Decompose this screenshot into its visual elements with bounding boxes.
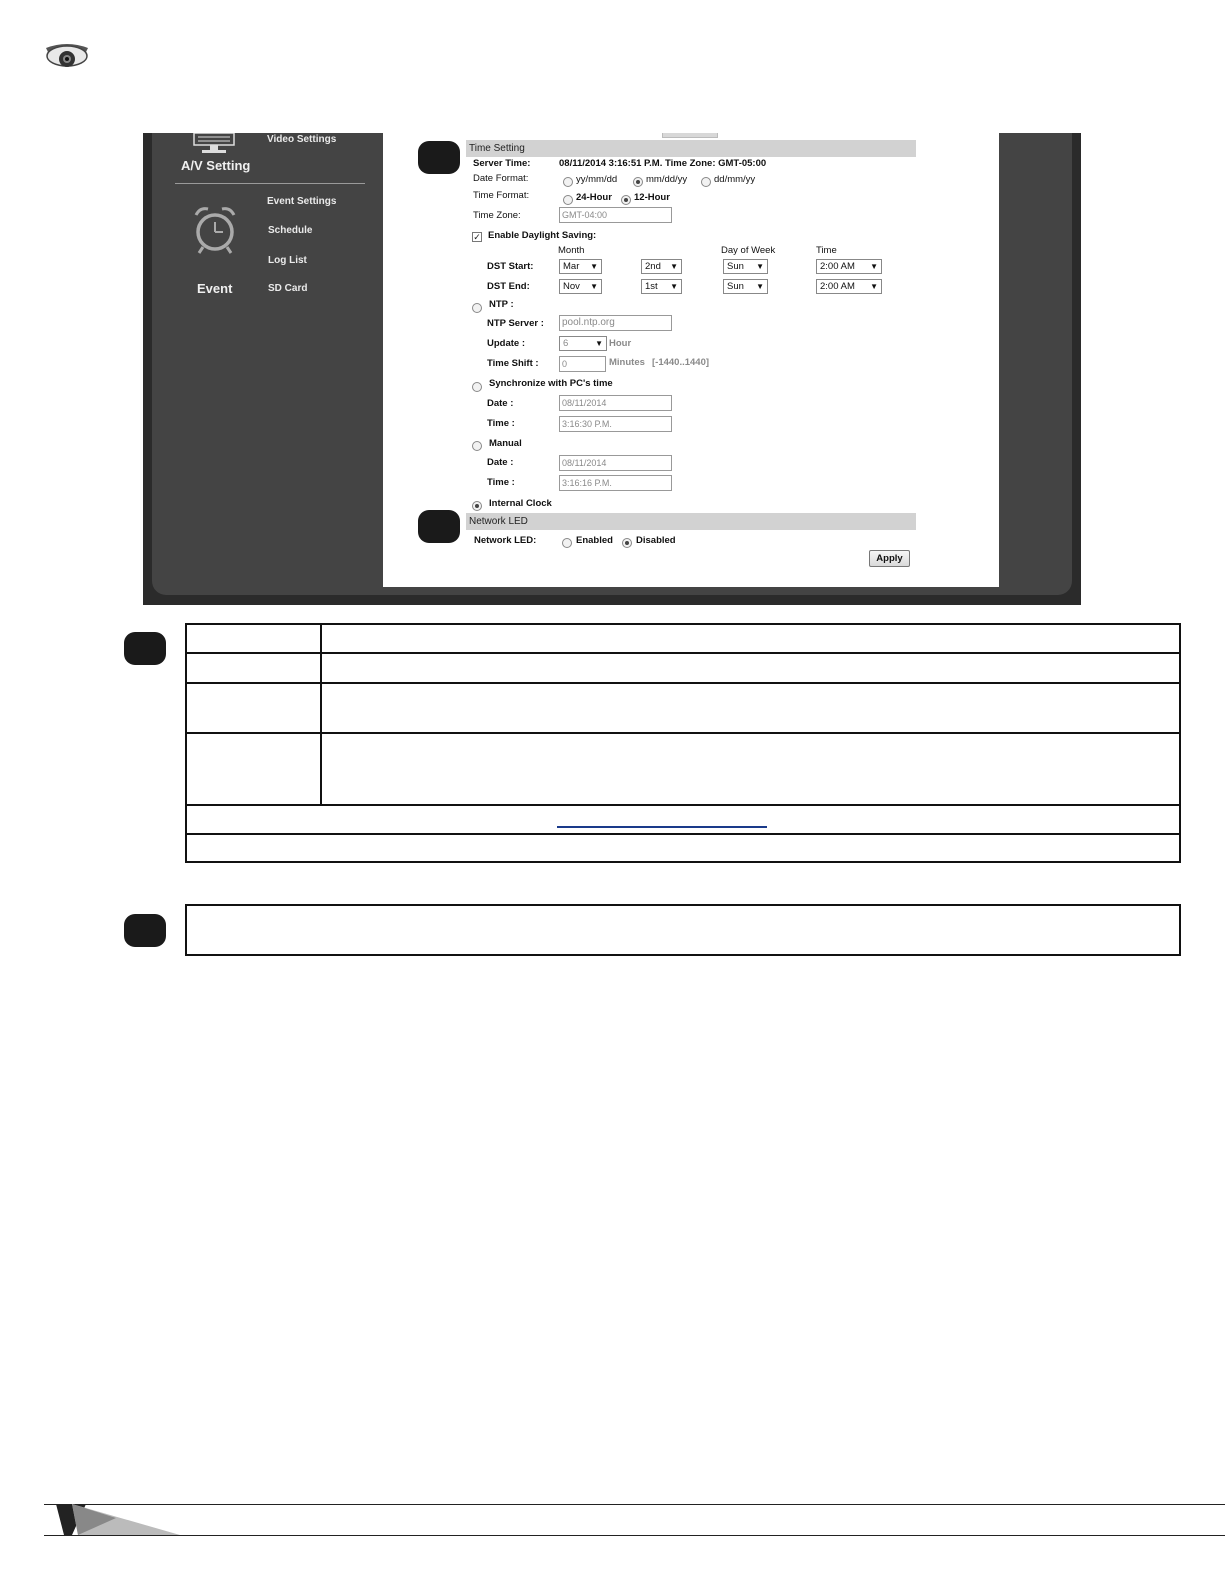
network-led-enabled-radio[interactable] <box>562 538 572 548</box>
network-led-header: Network LED <box>466 513 916 530</box>
ntp-radio[interactable] <box>472 303 482 313</box>
dst-month-header: Month <box>558 245 585 256</box>
time-zone-label: Time Zone: <box>473 210 521 221</box>
chevron-down-icon: ▼ <box>756 282 764 291</box>
internal-clock-radio[interactable] <box>472 501 482 511</box>
time-format-12h-label: 12-Hour <box>634 192 670 203</box>
sync-pc-label: Synchronize with PC's time <box>489 378 613 389</box>
dst-start-day-select[interactable] <box>723 259 768 274</box>
sidebar-item-video-settings[interactable]: Video Settings <box>267 134 337 145</box>
chevron-down-icon: ▼ <box>670 282 678 291</box>
network-led-disabled-label: Disabled <box>636 535 676 546</box>
table-column-divider <box>320 623 322 805</box>
callout-marker <box>124 632 166 665</box>
sync-pc-time-label: Time : <box>487 418 515 429</box>
network-led-label: Network LED: <box>474 535 537 546</box>
dst-start-time-select[interactable] <box>816 259 882 274</box>
ntp-update-value: 6 <box>563 338 569 349</box>
dst-end-day-value: Sun <box>727 281 744 292</box>
dst-start-label: DST Start: <box>487 261 534 272</box>
ntp-server-input[interactable]: pool.ntp.org <box>559 315 672 331</box>
server-time-label: Server Time: <box>473 158 531 169</box>
internal-clock-label: Internal Clock <box>489 498 552 509</box>
dst-end-month-select[interactable] <box>559 279 602 294</box>
dst-end-week-select[interactable] <box>641 279 682 294</box>
table-row-divider <box>185 652 1181 654</box>
camera-dome-icon <box>42 38 92 74</box>
dst-start-month-select[interactable] <box>559 259 602 274</box>
date-format-mmddyy-label: mm/dd/yy <box>646 174 688 185</box>
date-format-ddmmyy-radio[interactable] <box>701 177 711 187</box>
footer-logo-icon <box>56 1504 186 1536</box>
ntp-update-unit: Hour <box>609 338 632 349</box>
ntp-server-label: NTP Server : <box>487 318 544 329</box>
sync-pc-date-label: Date : <box>487 398 514 409</box>
time-zone-input[interactable]: GMT-04:00 <box>559 207 672 223</box>
time-shift-unit: Minutes <box>609 357 645 368</box>
chevron-down-icon: ▼ <box>756 262 764 271</box>
time-format-12h-radio[interactable] <box>621 195 631 205</box>
time-shift-range: [-1440..1440] <box>652 357 710 368</box>
scroll-handle[interactable] <box>662 133 718 138</box>
table-row-divider <box>185 804 1181 806</box>
dst-start-day-value: Sun <box>727 261 744 272</box>
callout-marker <box>418 141 460 174</box>
dst-end-time-select[interactable] <box>816 279 882 294</box>
time-format-label: Time Format: <box>473 190 530 201</box>
dst-end-day-select[interactable] <box>723 279 768 294</box>
dst-end-week-value: 1st <box>645 281 658 292</box>
callout-marker <box>418 510 460 543</box>
dst-time-header: Time <box>816 245 837 256</box>
dst-end-month-value: Nov <box>563 281 580 292</box>
dst-end-time-value: 2:00 AM <box>820 281 855 292</box>
time-setting-header: Time Setting <box>466 140 916 157</box>
callout-marker <box>124 914 166 947</box>
manual-time-label: Time : <box>487 477 515 488</box>
monitor-icon <box>192 133 238 155</box>
date-format-mmddyy-radio[interactable] <box>633 177 643 187</box>
dst-start-week-value: 2nd <box>645 261 661 272</box>
chevron-down-icon: ▼ <box>870 282 878 291</box>
dst-day-header: Day of Week <box>721 245 776 256</box>
manual-date-label: Date : <box>487 457 514 468</box>
dst-end-label: DST End: <box>487 281 530 292</box>
network-led-disabled-radio[interactable] <box>622 538 632 548</box>
note-box <box>185 904 1181 956</box>
date-format-yymmdd-radio[interactable] <box>563 177 573 187</box>
sidebar-group-event[interactable]: Event <box>197 281 233 296</box>
footer-rule <box>44 1535 1225 1536</box>
network-led-enabled-label: Enabled <box>576 535 613 546</box>
chevron-down-icon: ▼ <box>595 339 603 348</box>
sidebar-item-event-settings[interactable]: Event Settings <box>267 196 337 207</box>
date-format-yymmdd-label: yy/mm/dd <box>576 174 618 185</box>
chevron-down-icon: ▼ <box>870 262 878 271</box>
manual-date-input[interactable]: 08/11/2014 <box>559 455 672 471</box>
sidebar-divider <box>175 183 365 184</box>
sync-pc-radio[interactable] <box>472 382 482 392</box>
server-time-value: 08/11/2014 3:16:51 P.M. Time Zone: GMT-05:00 <box>559 158 767 169</box>
sync-pc-time-input[interactable]: 3:16:30 P.M. <box>559 416 672 432</box>
time-format-24h-label: 24-Hour <box>576 192 612 203</box>
time-shift-input[interactable]: 0 <box>559 356 606 372</box>
chevron-down-icon: ▼ <box>590 282 598 291</box>
table-row-divider <box>185 732 1181 734</box>
chevron-down-icon: ▼ <box>590 262 598 271</box>
table-row-divider <box>185 682 1181 684</box>
dst-start-month-value: Mar <box>563 261 580 272</box>
ntp-update-select[interactable] <box>559 336 607 351</box>
alarm-clock-icon <box>192 205 238 255</box>
manual-time-input[interactable]: 3:16:16 P.M. <box>559 475 672 491</box>
time-format-24h-radio[interactable] <box>563 195 573 205</box>
date-format-label: Date Format: <box>473 173 529 184</box>
apply-button[interactable]: Apply <box>869 550 910 567</box>
ntp-update-label: Update : <box>487 338 525 349</box>
table-link[interactable] <box>557 826 767 828</box>
sync-pc-date-input[interactable]: 08/11/2014 <box>559 395 672 411</box>
daylight-saving-label: Enable Daylight Saving: <box>488 230 597 241</box>
ntp-label: NTP : <box>489 299 514 310</box>
manual-label: Manual <box>489 438 522 449</box>
footer-rule <box>44 1504 1225 1505</box>
dst-start-time-value: 2:00 AM <box>820 261 855 272</box>
dst-start-week-select[interactable] <box>641 259 682 274</box>
chevron-down-icon: ▼ <box>670 262 678 271</box>
time-shift-label: Time Shift : <box>487 358 539 369</box>
sidebar-item-schedule[interactable]: Schedule <box>268 225 313 236</box>
table-row-divider <box>185 833 1181 835</box>
sidebar-item-log-list[interactable]: Log List <box>268 255 307 266</box>
date-format-ddmmyy-label: dd/mm/yy <box>714 174 756 185</box>
manual-radio[interactable] <box>472 441 482 451</box>
daylight-saving-checkbox[interactable]: ✓ <box>473 232 481 242</box>
sidebar-item-sd-card[interactable]: SD Card <box>268 283 308 294</box>
sidebar-group-av-setting[interactable]: A/V Setting <box>181 158 251 173</box>
